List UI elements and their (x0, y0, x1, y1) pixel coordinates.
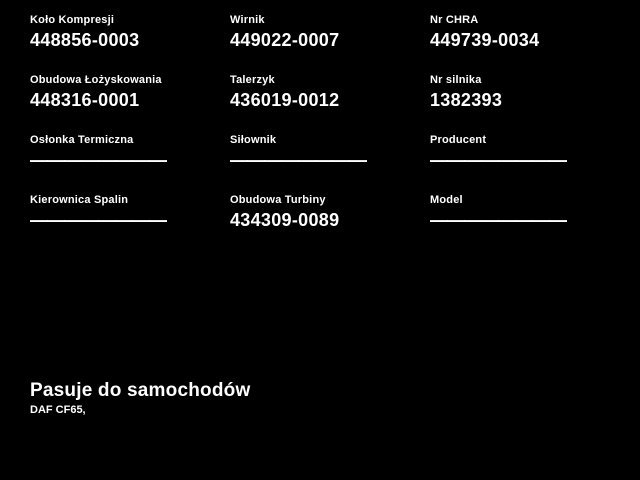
fits-vehicle-list: DAF CF65, (30, 404, 86, 416)
spec-value: ———————— (430, 150, 566, 170)
spec-label: Koło Kompresji (30, 14, 115, 26)
spec-item-producent (430, 134, 610, 194)
spec-value: 448856-0003 (30, 30, 140, 50)
spec-item-talerzyk (230, 74, 430, 134)
spec-item-kierownica-spalin (30, 194, 230, 254)
spec-value: ———————— (30, 150, 166, 170)
spec-label: Obudowa Łożyskowania (30, 74, 162, 86)
spec-label: Nr CHRA (430, 14, 479, 26)
spec-label: Osłonka Termiczna (30, 134, 134, 146)
spec-value: ———————— (230, 150, 366, 170)
spec-value: 436019-0012 (230, 90, 340, 110)
spec-value: 448316-0001 (30, 90, 140, 110)
spec-label: Obudowa Turbiny (230, 194, 326, 206)
fits-section (30, 380, 610, 417)
spec-label: Model (430, 194, 463, 206)
spec-label: Wirnik (230, 14, 265, 26)
spec-item-wirnik (230, 14, 430, 74)
spec-label: Siłownik (230, 134, 277, 146)
spec-label: Kierownica Spalin (30, 194, 129, 206)
fits-title: Pasuje do samochodów (30, 380, 251, 401)
spec-value: 449022-0007 (230, 30, 340, 50)
spec-item-nr-chra (430, 14, 610, 74)
spec-value: ———————— (30, 210, 166, 230)
spec-item-obudowa-turbiny (230, 194, 430, 254)
spec-item-nr-silnika (430, 74, 610, 134)
spec-value: 1382393 (430, 90, 503, 110)
spec-label: Nr silnika (430, 74, 482, 86)
spec-value: 434309-0089 (230, 210, 340, 230)
spec-item-oslonka-termiczna (30, 134, 230, 194)
spec-value: 449739-0034 (430, 30, 540, 50)
spec-item-obudowa-lozyskowania (30, 74, 230, 134)
spec-item-kolo-kompresji (30, 14, 230, 74)
specification-grid (30, 14, 610, 254)
spec-label: Talerzyk (230, 74, 275, 86)
spec-item-silownik (230, 134, 430, 194)
spec-label: Producent (430, 134, 487, 146)
spec-item-model (430, 194, 610, 254)
spec-value: ———————— (430, 210, 566, 230)
